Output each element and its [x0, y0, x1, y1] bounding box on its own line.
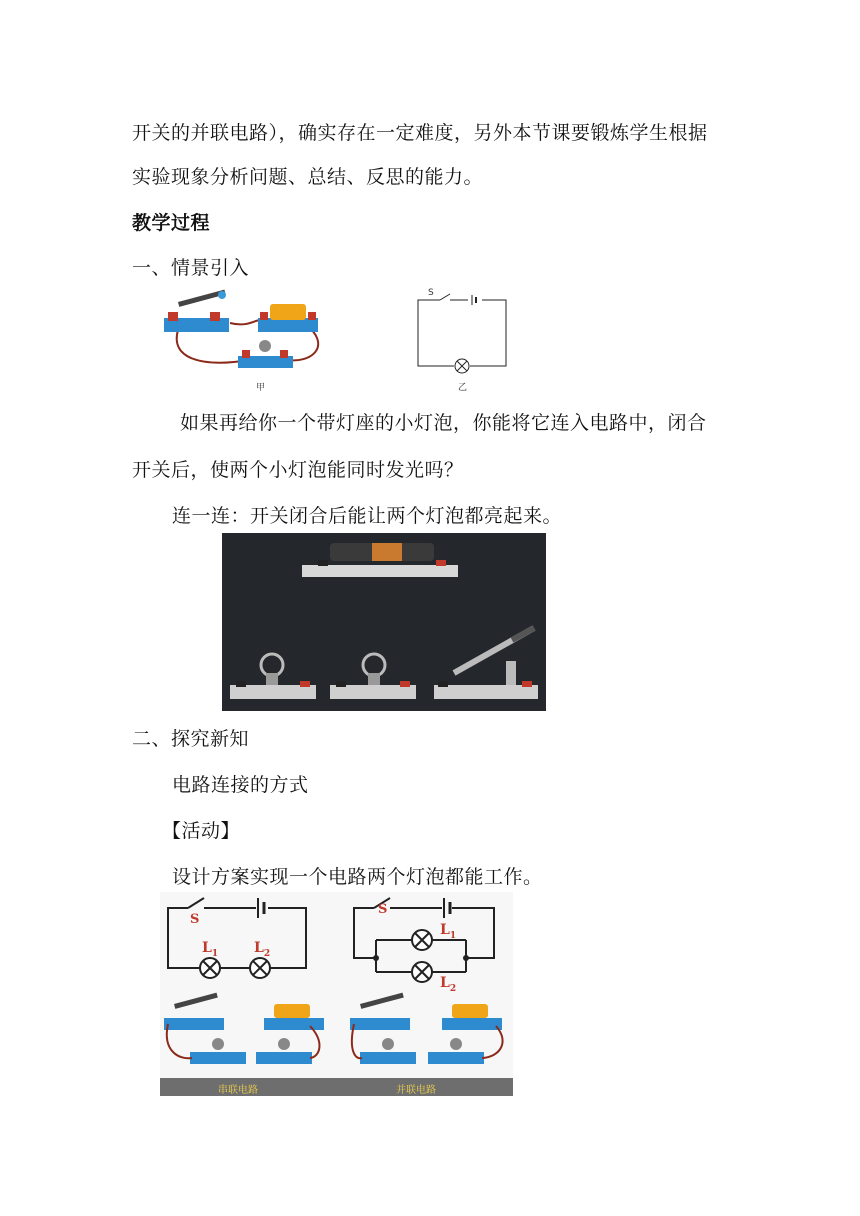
- series-parallel-figure: [160, 892, 513, 1078]
- heading-teaching-process: 教学过程: [132, 212, 211, 234]
- section-heading: 二、探究新知: [132, 728, 250, 750]
- series-switch-label: S: [190, 912, 200, 927]
- series-l1-label: $L_1$: [202, 940, 219, 959]
- activity-description: 设计方案实现一个电路两个灯泡都能工作。: [172, 866, 543, 888]
- switch-label: S: [428, 288, 434, 298]
- section-heading: 一、情景引入: [132, 257, 250, 279]
- figure-caption-yi: 乙: [458, 383, 468, 393]
- parallel-l1-label: $L_1$: [440, 922, 457, 941]
- parallel-switch-label: S: [378, 902, 388, 917]
- physical-circuit-figure: [160, 288, 340, 396]
- figure-caption-jia: 甲: [256, 383, 266, 393]
- apparatus-image: [222, 533, 546, 711]
- paragraph-line: 实验现象分析问题、总结、反思的能力。: [132, 166, 484, 188]
- series-l2-label: $L_2$: [254, 940, 271, 959]
- paragraph-line: 开关的并联电路），确实存在一定难度，另外本节课要锻炼学生根据: [132, 122, 708, 144]
- connect-task: 连一连：开关闭合后能让两个灯泡都亮起来。: [172, 505, 563, 527]
- parallel-circuit-caption: 并联电路: [396, 1085, 436, 1096]
- subheading: 电路连接的方式: [172, 774, 309, 796]
- figure-caption-bar: [160, 1078, 513, 1096]
- circuit-schematic-figure: [410, 288, 520, 388]
- activity-label: 【活动】: [162, 820, 241, 842]
- question-line: 开关后，使两个小灯泡能同时发光吗？: [132, 459, 464, 481]
- parallel-l2-label: $L_2$: [440, 975, 457, 994]
- question-line: 如果再给你一个带灯座的小灯泡，你能将它连入电路中，闭合: [180, 412, 707, 434]
- series-circuit-caption: 串联电路: [218, 1085, 258, 1096]
